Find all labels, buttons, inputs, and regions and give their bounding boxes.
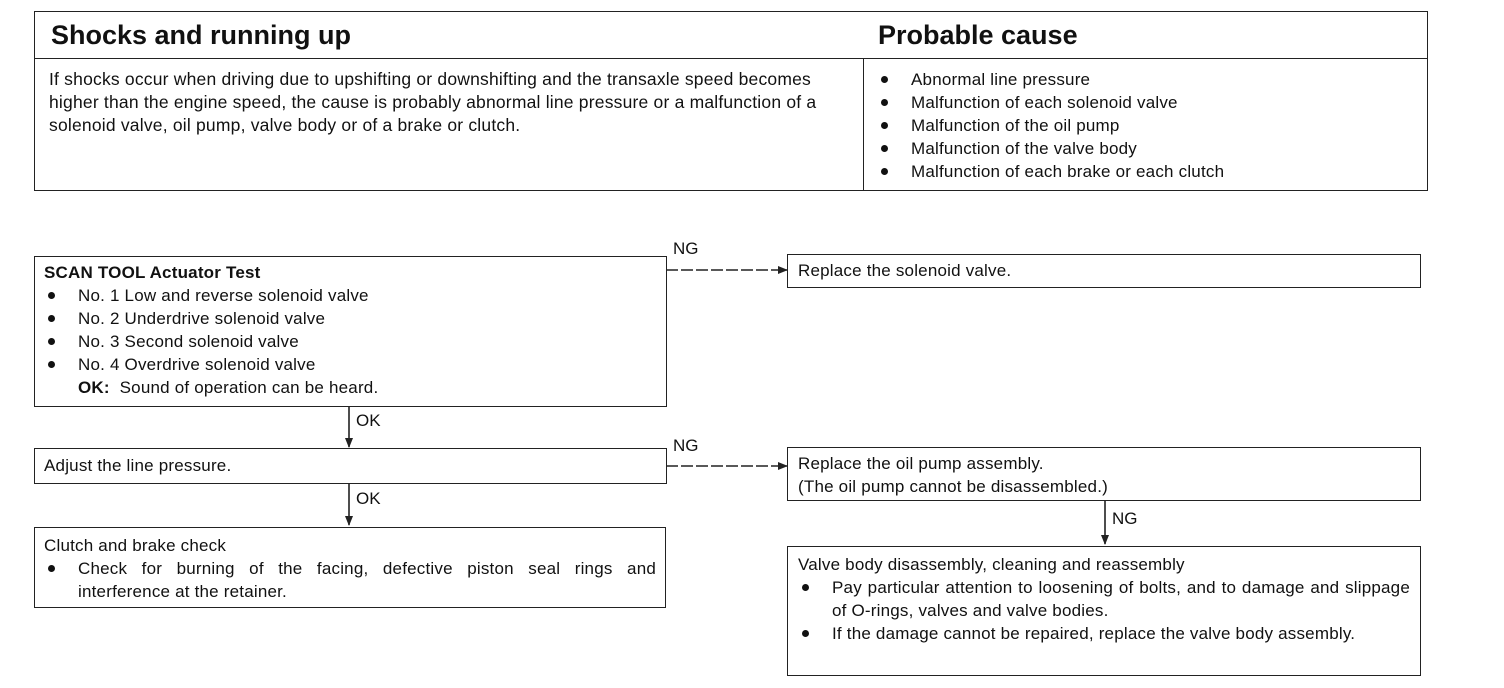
valve-body-item: Pay particular attention to loosening of bolts, and to damage and slippage of O-rings, valves and valve bodies. bbox=[798, 576, 1410, 622]
symptom-title: Shocks and running up bbox=[51, 20, 352, 50]
valve-body-item: If the damage cannot be repaired, replace the valve body assembly. bbox=[798, 622, 1410, 645]
solenoid-item: No. 3 Second solenoid valve bbox=[44, 330, 657, 353]
valve-body-list bbox=[798, 576, 1410, 645]
column-divider bbox=[863, 59, 864, 190]
symptom-description: If shocks occur when driving due to upshifting or downshifting and the transaxle speed becomes higher than the engine speed, the cause is probably abnormal line pressure or a malfunction of a solenoid valve, oil pump, valve body or of a brake or clutch. bbox=[49, 69, 817, 135]
valve-body-box bbox=[787, 546, 1421, 676]
header-divider bbox=[35, 58, 1427, 59]
solenoid-item: No. 4 Overdrive solenoid valve bbox=[44, 353, 657, 376]
symptom-table bbox=[34, 11, 1428, 191]
clutch-brake-title: Clutch and brake check bbox=[44, 536, 227, 555]
ok-label-2: OK bbox=[356, 489, 381, 508]
ok-criterion-label: OK: bbox=[78, 378, 110, 397]
solenoid-list bbox=[44, 284, 657, 376]
ng-label-3: NG bbox=[1112, 509, 1138, 528]
cause-item: Malfunction of each brake or each clutch bbox=[877, 160, 1224, 183]
cause-item: Malfunction of the valve body bbox=[877, 137, 1224, 160]
clutch-brake-item: Check for burning of the facing, defective piston seal rings and interference at the retainer. bbox=[44, 557, 656, 603]
clutch-brake-list bbox=[44, 557, 656, 603]
oil-pump-note: (The oil pump cannot be disassembled.) bbox=[798, 477, 1108, 496]
valve-body-title: Valve body disassembly, cleaning and reassembly bbox=[798, 555, 1185, 574]
replace-solenoid-box: Replace the solenoid valve. bbox=[787, 254, 1421, 288]
ng-label-2: NG bbox=[673, 436, 699, 455]
replace-oil-pump-box bbox=[787, 447, 1421, 501]
probable-cause-list bbox=[877, 68, 1224, 183]
cause-item: Malfunction of each solenoid valve bbox=[877, 91, 1224, 114]
ok-criterion-text: Sound of operation can be heard. bbox=[119, 378, 379, 397]
actuator-test-title: SCAN TOOL Actuator Test bbox=[44, 263, 261, 282]
cause-item: Malfunction of the oil pump bbox=[877, 114, 1224, 137]
solenoid-item: No. 1 Low and reverse solenoid valve bbox=[44, 284, 657, 307]
cause-item: Abnormal line pressure bbox=[877, 68, 1224, 91]
cause-title: Probable cause bbox=[878, 20, 1078, 50]
replace-oil-pump-text: Replace the oil pump assembly. bbox=[798, 454, 1044, 473]
ok-label-1: OK bbox=[356, 411, 381, 430]
solenoid-item: No. 2 Underdrive solenoid valve bbox=[44, 307, 657, 330]
actuator-test-box bbox=[34, 256, 667, 407]
ng-label-1: NG bbox=[673, 239, 699, 258]
clutch-brake-check-box bbox=[34, 527, 666, 608]
ok-criterion bbox=[44, 376, 657, 399]
adjust-line-pressure-box: Adjust the line pressure. bbox=[34, 448, 667, 484]
